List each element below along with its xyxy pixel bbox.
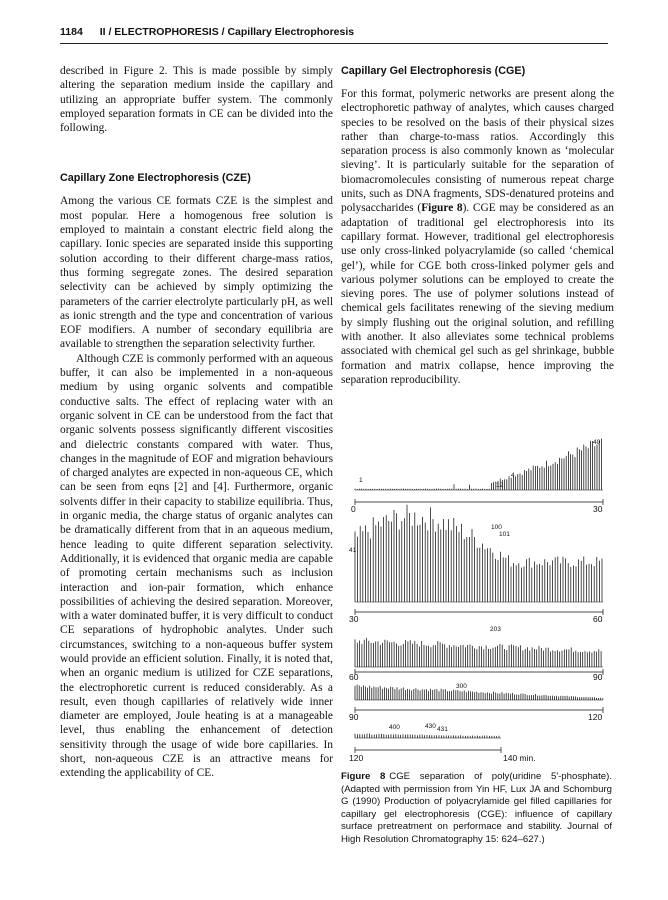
intro-paragraph: described in Figure 2. This is made possible by simply altering the separation medium inside the capillary and utilizing an appropriate buffer system. The commonly employed separation formats in CE can be divided into the following. — [60, 65, 333, 135]
panel-1-peak-label-40: 40 — [593, 439, 601, 446]
panel-3-axis-start: 60 — [349, 672, 359, 682]
cge-text-part-1: For this format, polymeric networks are present along the electrophoretic pathway of analytes, which causes charged species to be resolved on the basis of their physical sizes rather than charge-to-mass ratios. Accordingly this separation process is also commonly known as ‘molecular sieving’. It is particularly suitable for the separation of biomacromolecules consisting of numerous repeat charge units, such as DNA fragments, SDS-denatured proteins and polysaccharides ( — [341, 88, 614, 215]
cze-paragraph-1: Among the various CE formats CZE is the simplest and most popular. Here a homogenous free solution is employed to maintain a constant electric field along the capillary. Ionic species are separated inside this supporting solution according to their different charge-mass ratios, thus forming segregate zones. The desired separation selectivity can be achieved by simply optimizing the parameters of the carrier electrolyte particularly pH, as well as ionic strength and the type and concentration of various EOF modifiers. A number of secondary equilibria are available to strengthen the separation selectivity further. — [60, 195, 333, 351]
panel-2-peak-label-41: 41 — [349, 547, 357, 554]
cge-paragraph — [341, 87, 614, 387]
cze-paragraph-2: Although CZE is commonly performed with an aqueous buffer, it can also be implemented in a non-aqueous medium by using organic solvents and compatible conductive salts. The effect of replacing water with an organic solvent in CE can be understood from the fact that organic solvents possess significantly different viscosities and dielectric constants compared with water. Thus, changes in the magnitude of EOF and migration behaviours of charged analytes are expected in non-aqueous CE, which can be seen from eqns [2] and [4]. Furthermore, organic solvents differ in their capacity to stabilize equilibria. Thus, in organic media, the charge status of organic analytes can be dramatically different from that in an aqueous medium, hence leading to quite different separation selectivity. Additionally, it is evidenced that organic media are capable of promoting certain mechanisms such as inclusion interaction and ion-pair formation, which enhance possibilities of achieving the desired separation. Moreover, with a water dominated buffer, it is very difficult to conduct CE separations of hydrophobic analytes. Under such circumstances, switching to a non-aqueous buffer system would provide an efficient solution. Finally, it is noted that, when an organic medium is utilized for CZE separations, the electrophoretic current is reduced considerably. As a result, even though capillaries of relatively wide inner diameter are employed, Joule heating is at a manageable level, thus enabling the enhancement of detection sensitivity through the usage of wide bore capillaries. In short, non-aqueous CZE is an attractive means for extending the applicability of CE. — [60, 352, 333, 780]
caption-text: CGE separation of poly(uridine 5′-phosphate). (Adapted with permission from Yin HF, Lux JA and Schomburg G (1990) Production of polyacrylamide gel filled capillaries for capillary gel electrophoresis (CGE): influence of capillary surface pretreatment on performace and stability. Journal of High Resolution Chromatography 15: 624–627.) — [341, 771, 612, 845]
electropherogram-svg — [341, 432, 614, 762]
panel-2-axis-end: 60 — [593, 614, 603, 624]
panel-5-peak-label-431: 431 — [437, 726, 448, 733]
figure-8-electropherogram — [341, 432, 614, 762]
panel-1-axis-start: 0 — [351, 504, 356, 514]
cze-heading: Capillary Zone Electrophoresis (CZE) — [60, 172, 251, 185]
cge-text-part-2: ). CGE may be considered as an adaptation of traditional gel electrophoresis into its capillary format. However, traditional gel electrophoresis use only cross-linked polyacrylamide (so called ‘chemical gel’), while for CGE both cross-linked polymer gels and various polymer solutions can be employed to create the sieving pores. The use of polymer solutions instead of chemical gels facilitates renewing of the sieving medium by simply flushing out the original solution, and refilling with another. It also alleviates some technical problems associated with chemical gel such as gel shrinkage, bubble formation and matrix collapse, hence improving the separation reproducibility. — [341, 202, 614, 386]
figure-8-caption — [341, 771, 612, 847]
panel-3-peak-label-203: 203 — [490, 626, 501, 633]
caption-label: Figure 8 — [341, 771, 386, 782]
panel-5-axis-start: 120 — [349, 753, 364, 762]
figure-8-reference: Figure 8 — [421, 202, 463, 215]
panel-4-axis-end: 120 — [588, 712, 603, 722]
panel-1-peak-label-12: 12 — [496, 482, 504, 489]
header-rule — [60, 43, 608, 44]
panel-4-axis-start: 90 — [349, 712, 359, 722]
page-number: 1184 — [60, 26, 83, 38]
panel-4-peak-label-300: 300 — [456, 683, 467, 690]
panel-2-peak-label-100: 100 — [491, 524, 502, 531]
running-title: II / ELECTROPHORESIS / Capillary Electrophoresis — [99, 26, 355, 38]
cge-heading: Capillary Gel Electrophoresis (CGE) — [341, 65, 526, 77]
panel-3-axis-end: 90 — [593, 672, 603, 682]
panel-5-axis-end: 140 min. — [503, 753, 536, 762]
running-header — [60, 26, 608, 38]
panel-5-peak-label-430: 430 — [425, 723, 436, 730]
left-column — [60, 64, 333, 781]
panel-1-peak-label-4: 4 — [511, 472, 515, 479]
panel-2-axis-start: 30 — [349, 614, 359, 624]
right-column — [341, 64, 614, 387]
panel-1-axis-end: 30 — [593, 504, 603, 514]
panel-5-peak-label-400: 400 — [389, 724, 400, 731]
panel-1-peak-label-1: 1 — [359, 477, 363, 484]
panel-2-peak-label-101: 101 — [499, 531, 510, 538]
